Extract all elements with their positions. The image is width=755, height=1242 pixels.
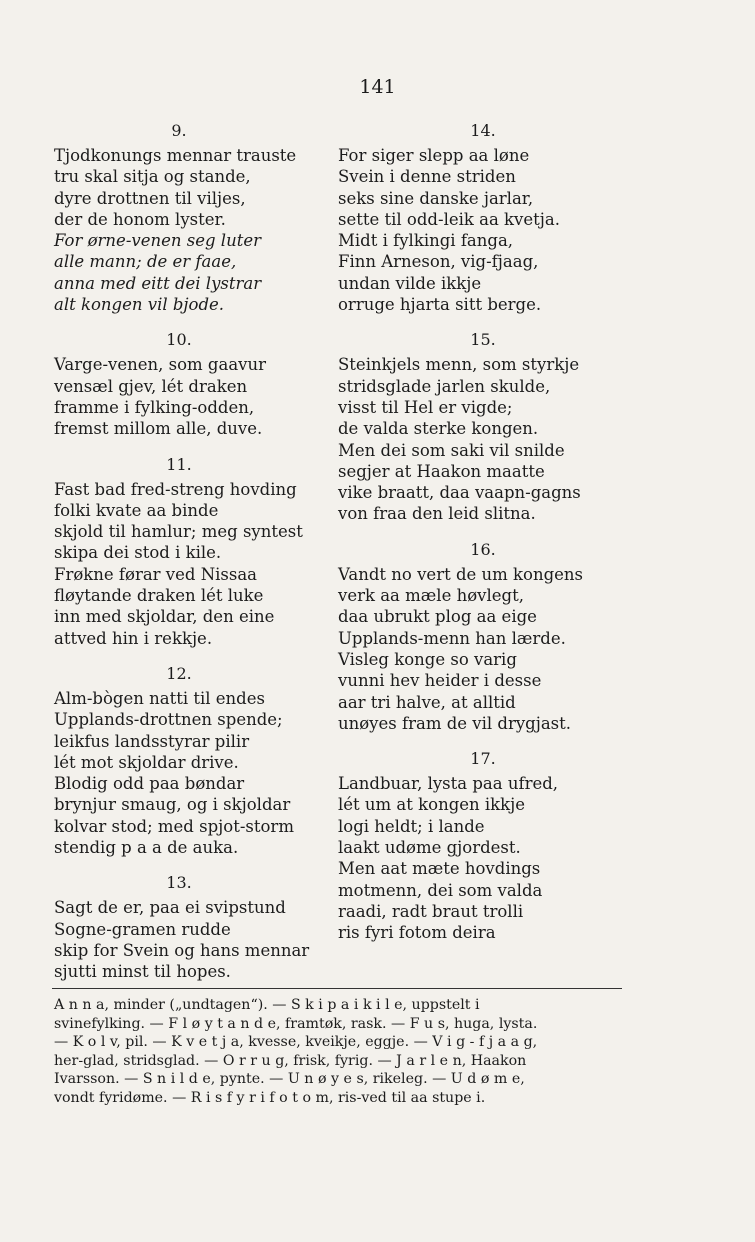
verse-line: alt kongen vil bjode. <box>54 295 225 315</box>
verse-line: dyre drottnen til viljes, <box>54 188 246 208</box>
verse-line: Tjodkonungs mennar trauste <box>54 146 297 165</box>
stanza-number: 11. <box>166 454 192 474</box>
verse-line: Fast bad fred-streng hovding <box>54 479 297 499</box>
stanza-number: 15. <box>470 330 496 350</box>
verse-line: undan vilde ikkje <box>338 273 482 293</box>
verse-line: verk aa mæle høvlegt, <box>338 586 524 606</box>
verse-line: lét mot skjoldar drive. <box>54 752 239 772</box>
stanza-number: 13. <box>166 873 192 893</box>
verse-line: der de honom lyster. <box>54 209 226 229</box>
verse-line: Frøkne førar ved Nissaa <box>54 564 258 584</box>
verse-line: vunni hev heider i desse <box>338 671 542 691</box>
verse-line: Sagt de er, paa ei svipstund <box>54 898 286 918</box>
verse-line: tru skal sitja og stande, <box>54 167 251 187</box>
footnote-line: svinefylking. — F l ø y t a n d e, framtøk, rask. — F u s, huga, lysta. <box>54 1015 538 1032</box>
verse-line: Landbuar, lysta paa ufred, <box>338 774 559 794</box>
verse-line: Visleg konge so varig <box>338 649 517 669</box>
verse-line: skjold til hamlur; meg syntest <box>54 522 303 542</box>
verse-line: unøyes fram de vil drygjast. <box>338 713 572 733</box>
verse-line: Steinkjels menn, som styrkje <box>338 355 580 375</box>
verse-line: Varge-venen, som gaavur <box>54 355 266 375</box>
footnote-divider <box>52 988 622 989</box>
verse-line: von fraa den leid slitna. <box>338 504 536 524</box>
stanza-number: 17. <box>470 749 496 769</box>
verse-line: aar tri halve, at alltid <box>338 692 516 712</box>
verse-line: vensæl gjev, lét draken <box>54 376 248 396</box>
stanza <box>54 329 344 439</box>
verse-line: leikfus landsstyrar pilir <box>54 731 250 751</box>
verse-line: motmenn, dei som valda <box>338 880 543 900</box>
stanza <box>338 539 638 734</box>
verse-line: skip for Svein og hans mennar <box>54 940 310 960</box>
stanza <box>54 663 344 858</box>
verse-line: sjutti minst til hopes. <box>54 962 231 982</box>
verse-line: alle mann; de er faae, <box>54 252 237 272</box>
verse-line: skipa dei stod i kile. <box>54 543 222 563</box>
stanza-number: 16. <box>470 539 496 559</box>
footnote-line: vondt fyridøme. — R i s f y r i f o t o m, ris-ved til aa stupe i. <box>54 1089 486 1106</box>
stanza-number: 10. <box>166 330 192 350</box>
verse-line: kolvar stod; med spjot-storm <box>54 816 294 836</box>
verse-line: For ørne-venen seg luter <box>54 231 261 251</box>
footnote-line: — K o l v, pil. — K v e t j a, kvesse, kveikje, eggje. — V i g - f j a a g, <box>54 1034 538 1051</box>
footnote-line: her-glad, stridsglad. — O r r u g, frisk, fyrig. — J a r l e n, Haakon <box>54 1052 527 1069</box>
verse-line: Upplands-menn han lærde. <box>338 628 566 648</box>
verse-line: laakt udøme gjordest. <box>338 838 521 858</box>
verse-line: sette til odd-leik aa kvetja. <box>338 209 560 229</box>
verse-line: stridsglade jarlen skulde, <box>338 376 551 396</box>
stanza <box>54 120 344 315</box>
verse-line: stendig p a a de auka. <box>54 838 239 858</box>
stanza <box>338 120 638 315</box>
verse-line: Sogne-gramen rudde <box>54 919 231 939</box>
verse-line: Svein i denne striden <box>338 167 516 187</box>
verse-line: lét um at kongen ikkje <box>338 795 526 815</box>
verse-line: visst til Hel er vigde; <box>338 397 513 417</box>
verse-line: orruge hjarta sitt berge. <box>338 295 542 315</box>
verse-line: attved hin i rekkje. <box>54 628 213 648</box>
verse-line: inn med skjoldar, den eine <box>54 607 275 627</box>
stanza <box>54 454 344 649</box>
verse-line: anna med eitt dei lystrar <box>54 273 262 293</box>
stanza-number: 12. <box>166 663 192 683</box>
verse-line: Men aat mæte hovdings <box>338 859 541 879</box>
stanza <box>338 329 638 524</box>
verse-line: de valda sterke kongen. <box>338 419 539 439</box>
verse-line: framme i fylking-odden, <box>54 397 255 417</box>
verse-line: daa ubrukt plog aa eige <box>338 607 537 627</box>
footnote-line: A n n a, minder („undtagen“). — S k i p a i k i l e, uppstelt i <box>54 997 480 1013</box>
verse-line: brynjur smaug, og i skjoldar <box>54 795 291 815</box>
footnote-line: Ivarsson. — S n i l d e, pynte. — U n ø y e s, rikeleg. — U d ø m e, <box>54 1071 525 1088</box>
verse-line: Upplands-drottnen spende; <box>54 710 283 730</box>
verse-line: Midt i fylkingi fanga, <box>338 231 514 251</box>
stanza <box>54 872 344 982</box>
stanza <box>338 748 638 943</box>
verse-line: Finn Arneson, vig-fjaag, <box>338 252 539 272</box>
stanza-number: 14. <box>470 121 496 140</box>
verse-line: Vandt no vert de um kongens <box>338 564 584 584</box>
verse-line: raadi, radt braut trolli <box>338 901 524 921</box>
verse-line: segjer at Haakon maatte <box>338 461 545 481</box>
stanza-number: 9. <box>171 121 187 140</box>
verse-line: logi heldt; i lande <box>338 816 485 836</box>
verse-line: For siger slepp aa løne <box>338 146 530 165</box>
verse-line: vike braatt, daa vaapn-gagns <box>338 483 581 503</box>
verse-line: Blodig odd paa bøndar <box>54 774 245 794</box>
right-column <box>338 120 638 958</box>
verse-line: folki kvate aa binde <box>54 500 219 520</box>
verse-line: fremst millom alle, duve. <box>54 419 263 439</box>
verse-line: fløytande draken lét luke <box>54 586 264 606</box>
left-column <box>54 120 344 997</box>
verse-line: seks sine danske jarlar, <box>338 188 534 208</box>
page-number: 141 <box>359 76 396 98</box>
footnote <box>54 996 624 1108</box>
verse-line: Alm-bògen natti til endes <box>54 688 265 708</box>
verse-line: ris fyri fotom deira <box>338 923 496 943</box>
verse-line: Men dei som saki vil snilde <box>338 440 565 460</box>
